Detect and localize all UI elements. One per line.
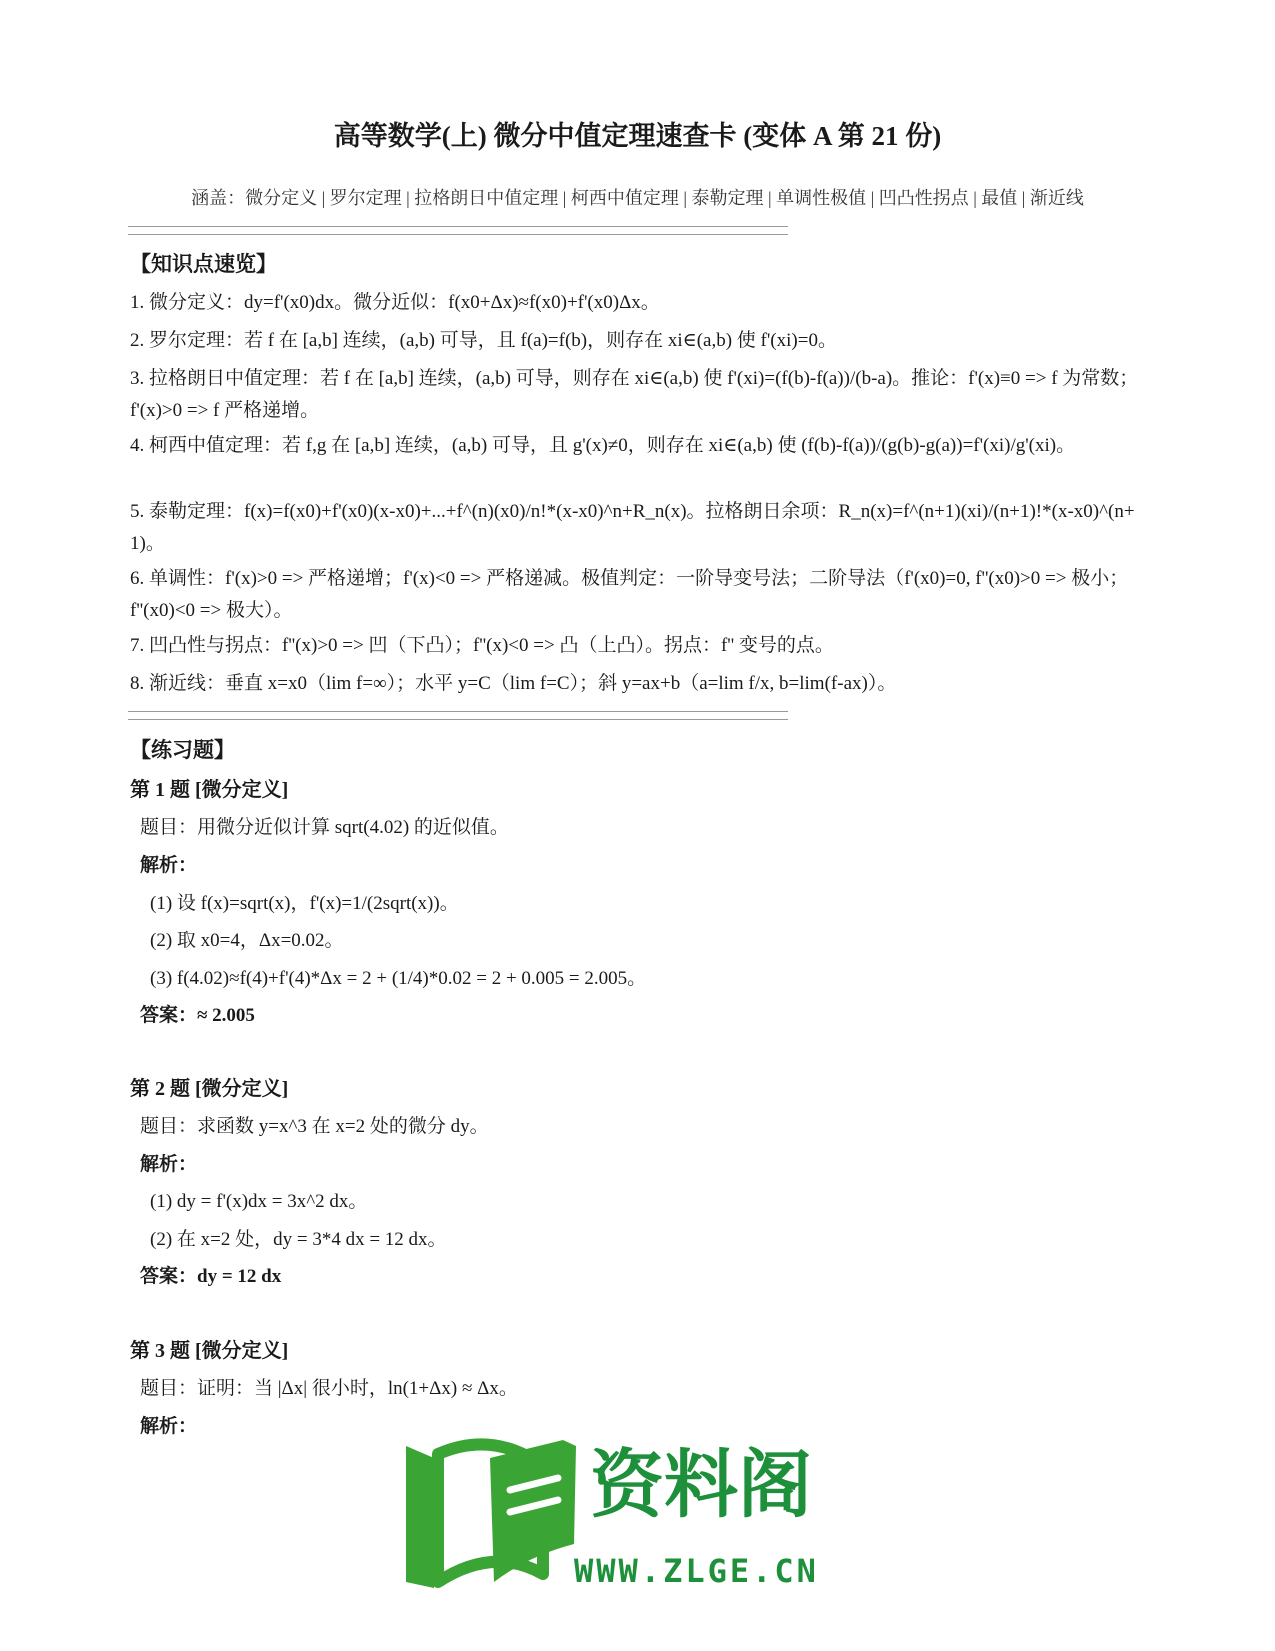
analysis-step: (2) 在 x=2 处，dy = 3*4 dx = 12 dx。	[150, 1229, 447, 1250]
question-text: 题目：证明：当 |Δx| 很小时，ln(1+Δx) ≈ Δx。	[140, 1378, 518, 1399]
question-title: 第 2 题 [微分定义]	[130, 1078, 289, 1100]
divider	[128, 226, 788, 235]
knowledge-item: 6. 单调性：f'(x)>0 => 严格递增；f'(x)<0 => 严格递减。极值判定：一阶导变号法；二阶导法（f'(x0)=0, f''(x0)>0 => 极小；f''(x0)<0 => 极大）。	[130, 568, 1129, 621]
page-title: 高等数学(上) 微分中值定理速查卡 (变体 A 第 21 份)	[333, 121, 942, 151]
knowledge-item: 3. 拉格朗日中值定理：若 f 在 [a,b] 连续，(a,b) 可导，则存在 xi∈(a,b) 使 f'(xi)=(f(b)-f(a))/(b-a)。推论：f'(x)≡0 => f 为常数；f'(x)>0 => f 严格递增。	[130, 368, 1139, 421]
knowledge-heading: 【知识点速览】	[130, 252, 277, 276]
analysis-step: (3) f(4.02)≈f(4)+f'(4)*Δx = 2 + (1/4)*0.02 = 2 + 0.005 = 2.005。	[150, 968, 647, 989]
topics-subtitle: 涵盖：微分定义 | 罗尔定理 | 拉格朗日中值定理 | 柯西中值定理 | 泰勒定理 | 单调性极值 | 凹凸性拐点 | 最值 | 渐近线	[191, 188, 1084, 208]
book-icon	[406, 1440, 576, 1588]
knowledge-item: 5. 泰勒定理：f(x)=f(x0)+f'(x0)(x-x0)+...+f^(n)(x0)/n!*(x-x0)^n+R_n(x)。拉格朗日余项：R_n(x)=f^(n+1)(xi)/(n+1)!*(x-x0)^(n+1)。	[130, 501, 1135, 554]
zlge-watermark-logo	[398, 1424, 868, 1594]
knowledge-item: 4. 柯西中值定理：若 f,g 在 [a,b] 连续，(a,b) 可导，且 g'(x)≠0，则存在 xi∈(a,b) 使 (f(b)-f(a))/(g(b)-g(a))=f'(xi)/g'(xi)。	[130, 435, 1076, 456]
knowledge-item: 7. 凹凸性与拐点：f''(x)>0 => 凹（下凸）；f''(x)<0 => 凸（上凸）。拐点：f'' 变号的点。	[130, 635, 834, 656]
knowledge-item: 8. 渐近线：垂直 x=x0（lim f=∞）；水平 y=C（lim f=C）；斜 y=ax+b（a=lim f/x, b=lim(f-ax)）。	[130, 673, 897, 694]
analysis-step: (2) 取 x0=4，Δx=0.02。	[150, 930, 344, 951]
divider	[128, 711, 788, 720]
watermark-name: 资料阁	[590, 1442, 812, 1528]
question-text: 题目：求函数 y=x^3 在 x=2 处的微分 dy。	[140, 1116, 489, 1137]
watermark-url: WWW.ZLGE.CN	[574, 1552, 819, 1590]
knowledge-item: 2. 罗尔定理：若 f 在 [a,b] 连续，(a,b) 可导，且 f(a)=f(b)，则存在 xi∈(a,b) 使 f'(xi)=0。	[130, 330, 837, 351]
analysis-label: 解析：	[140, 1416, 198, 1437]
analysis-step: (1) 设 f(x)=sqrt(x)，f'(x)=1/(2sqrt(x))。	[150, 893, 459, 914]
analysis-step: (1) dy = f'(x)dx = 3x^2 dx。	[150, 1191, 368, 1212]
analysis-label: 解析：	[140, 1154, 198, 1175]
answer-text: 答案：dy = 12 dx	[140, 1266, 282, 1287]
knowledge-item: 1. 微分定义：dy=f'(x0)dx。微分近似：f(x0+Δx)≈f(x0)+f'(x0)Δx。	[130, 292, 660, 313]
question-title: 第 1 题 [微分定义]	[130, 779, 289, 801]
analysis-label: 解析：	[140, 855, 198, 876]
exercises-heading: 【练习题】	[130, 738, 235, 762]
answer-text: 答案：≈ 2.005	[140, 1005, 255, 1026]
question-text: 题目：用微分近似计算 sqrt(4.02) 的近似值。	[140, 817, 509, 838]
question-title: 第 3 题 [微分定义]	[130, 1340, 289, 1362]
